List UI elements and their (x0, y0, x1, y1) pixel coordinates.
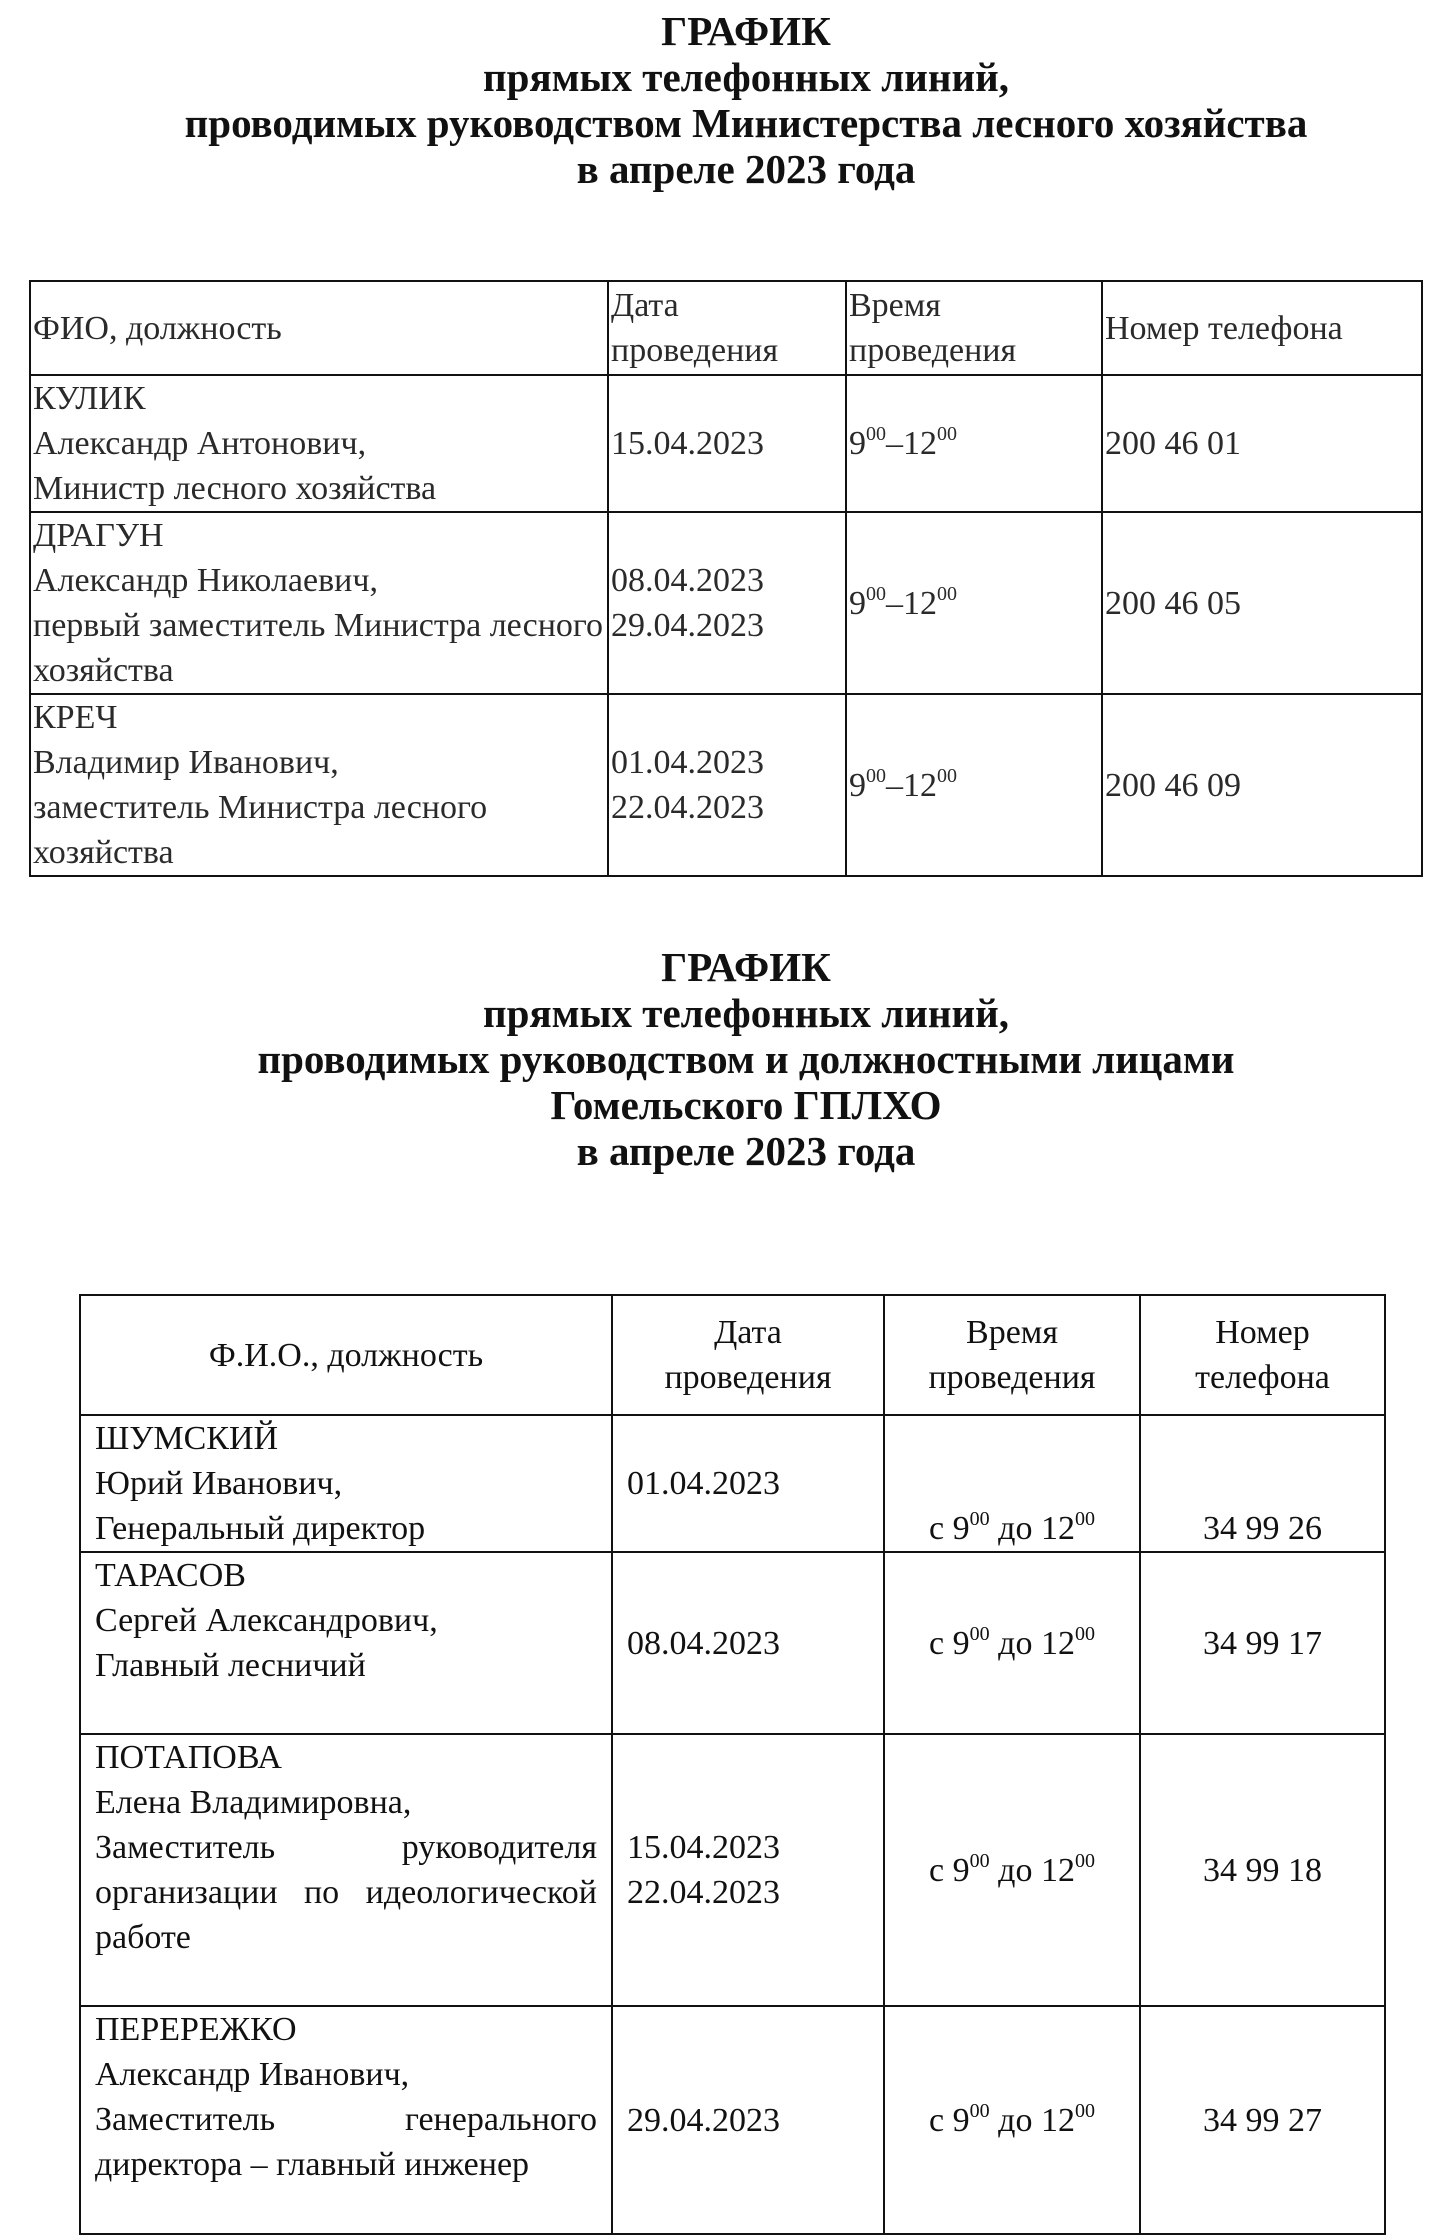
time-cell (846, 694, 1102, 876)
date: 01.04.2023 (627, 1465, 780, 1502)
time-start: с 9 (929, 1624, 970, 1662)
time-start: 9 (849, 766, 866, 804)
table-row (80, 1734, 1385, 2006)
time-start: 9 (849, 584, 866, 622)
given-names: Александр Иванович, (95, 2056, 410, 2093)
surname: КУЛИК (33, 380, 146, 417)
surname: ПОТАПОВА (95, 1739, 282, 1776)
table-row (30, 512, 1422, 694)
phone-cell: 34 99 18 (1140, 1734, 1385, 2006)
time-start-minutes: 00 (866, 764, 886, 787)
header-phone: Номер телефона (1140, 1295, 1385, 1415)
position: Главный лесничий (95, 1647, 366, 1684)
time-end-minutes: 00 (937, 764, 957, 787)
surname: ШУМСКИЙ (95, 1420, 279, 1457)
title-line: прямых телефонных линий, (483, 990, 1009, 1036)
given-names: Елена Владимировна, (95, 1784, 412, 1821)
time-end: –12 (886, 766, 937, 804)
title-line: прямых телефонных линий, (483, 54, 1009, 100)
phone-cell: 200 46 05 (1102, 512, 1422, 694)
header-time: Время проведения (846, 281, 1102, 375)
time-start: с 9 (929, 1510, 970, 1547)
time-start-minutes: 00 (969, 1508, 990, 1530)
time-end-minutes: 00 (937, 423, 957, 445)
date-cell (612, 1734, 884, 2006)
table-row (30, 375, 1422, 512)
given-names: Владимир Иванович, (33, 744, 339, 781)
date: 08.04.2023 (627, 1624, 780, 1662)
person-cell (30, 375, 608, 512)
gomel-schedule-table (79, 1294, 1386, 2235)
header-date: Дата проведения (612, 1295, 884, 1415)
title-line: Гомельского ГПЛХО (550, 1082, 942, 1128)
time-end: –12 (886, 584, 937, 622)
position: Генеральный директор (95, 1510, 426, 1547)
table-header-row (80, 1295, 1385, 1415)
given-names: Александр Антонович, (33, 425, 367, 462)
time-end-minutes: 00 (937, 582, 957, 605)
person-cell (30, 694, 608, 876)
date: 22.04.2023 (611, 789, 764, 826)
phone-cell: 34 99 27 (1140, 2006, 1385, 2234)
header-date: Дата проведения (608, 281, 846, 375)
person-cell (80, 1415, 612, 1552)
person-cell (80, 2006, 612, 2234)
person-cell (30, 512, 608, 694)
time-start: с 9 (929, 1851, 970, 1889)
table-row (80, 2006, 1385, 2234)
date-cell (608, 512, 846, 694)
surname: ТАРАСОВ (95, 1557, 246, 1594)
phone-cell: 34 99 26 (1140, 1415, 1385, 1552)
given-names: Юрий Иванович, (95, 1465, 343, 1502)
time-cell (846, 512, 1102, 694)
date: 08.04.2023 (611, 562, 764, 599)
time-cell (884, 2006, 1140, 2234)
time-end-minutes: 00 (1074, 2099, 1095, 2122)
header-name: Ф.И.О., должность (80, 1295, 612, 1415)
position: Министр лесного хозяйства (33, 470, 437, 507)
time-start-minutes: 00 (969, 2099, 990, 2122)
time-end-minutes: 00 (1074, 1849, 1095, 1872)
title-line: ГРАФИК (661, 944, 831, 990)
table-header-row (30, 281, 1422, 375)
given-names: Александр Николаевич, (33, 562, 378, 599)
time-start-minutes: 00 (969, 1622, 990, 1645)
date: 15.04.2023 (627, 1829, 780, 1866)
date: 15.04.2023 (611, 425, 764, 462)
title-line: проводимых руководством Министерства лесного хозяйства (184, 100, 1308, 146)
person-cell (80, 1552, 612, 1734)
position: Заместитель генерального директора – главный инженер (95, 2101, 597, 2183)
date: 22.04.2023 (627, 1874, 780, 1911)
time-cell (884, 1734, 1140, 2006)
ministry-schedule-table (29, 280, 1423, 877)
surname: КРЕЧ (33, 699, 118, 736)
time-end: до 12 (989, 1624, 1075, 1662)
date-cell (612, 1552, 884, 1734)
person-cell (80, 1734, 612, 2006)
date-cell (612, 1415, 884, 1552)
time-start-minutes: 00 (866, 423, 886, 445)
phone-cell: 200 46 01 (1102, 375, 1422, 512)
time-cell (884, 1552, 1140, 1734)
date: 29.04.2023 (611, 607, 764, 644)
date-cell (612, 2006, 884, 2234)
title-line: в апреле 2023 года (576, 146, 916, 192)
phone-cell: 34 99 17 (1140, 1552, 1385, 1734)
schedule-title-ministry (0, 8, 1456, 192)
schedule-title-gomel (0, 944, 1456, 1174)
surname: ПЕРЕРЕЖКО (95, 2011, 297, 2048)
time-end: до 12 (989, 2101, 1075, 2139)
time-cell (884, 1415, 1140, 1552)
date-cell (608, 375, 846, 512)
time-cell (846, 375, 1102, 512)
time-end: до 12 (989, 1510, 1075, 1547)
surname: ДРАГУН (33, 517, 164, 554)
time-end-minutes: 00 (1074, 1622, 1095, 1645)
time-start: с 9 (929, 2101, 970, 2139)
header-phone: Номер телефона (1102, 281, 1422, 375)
header-time: Время проведения (884, 1295, 1140, 1415)
title-line: проводимых руководством и должностными лицами (257, 1036, 1235, 1082)
given-names: Сергей Александрович, (95, 1602, 438, 1639)
position: Заместитель руководителя организации по идеологической работе (95, 1829, 597, 1956)
date: 29.04.2023 (627, 2101, 780, 2139)
time-end: до 12 (989, 1851, 1075, 1889)
table-row (80, 1552, 1385, 1734)
header-name: ФИО, должность (30, 281, 608, 375)
time-start-minutes: 00 (969, 1849, 990, 1872)
time-start: 9 (849, 425, 866, 462)
title-line: в апреле 2023 года (576, 1128, 916, 1174)
date: 01.04.2023 (611, 744, 764, 781)
time-end-minutes: 00 (1074, 1508, 1095, 1530)
title-line: ГРАФИК (661, 8, 831, 54)
position: первый заместитель Министра лесного хозяйства (33, 607, 603, 689)
table-row (80, 1415, 1385, 1552)
position: заместитель Министра лесного хозяйства (33, 789, 488, 871)
table-row (30, 694, 1422, 876)
time-start-minutes: 00 (866, 582, 886, 605)
date-cell (608, 694, 846, 876)
phone-cell: 200 46 09 (1102, 694, 1422, 876)
time-end: –12 (886, 425, 937, 462)
